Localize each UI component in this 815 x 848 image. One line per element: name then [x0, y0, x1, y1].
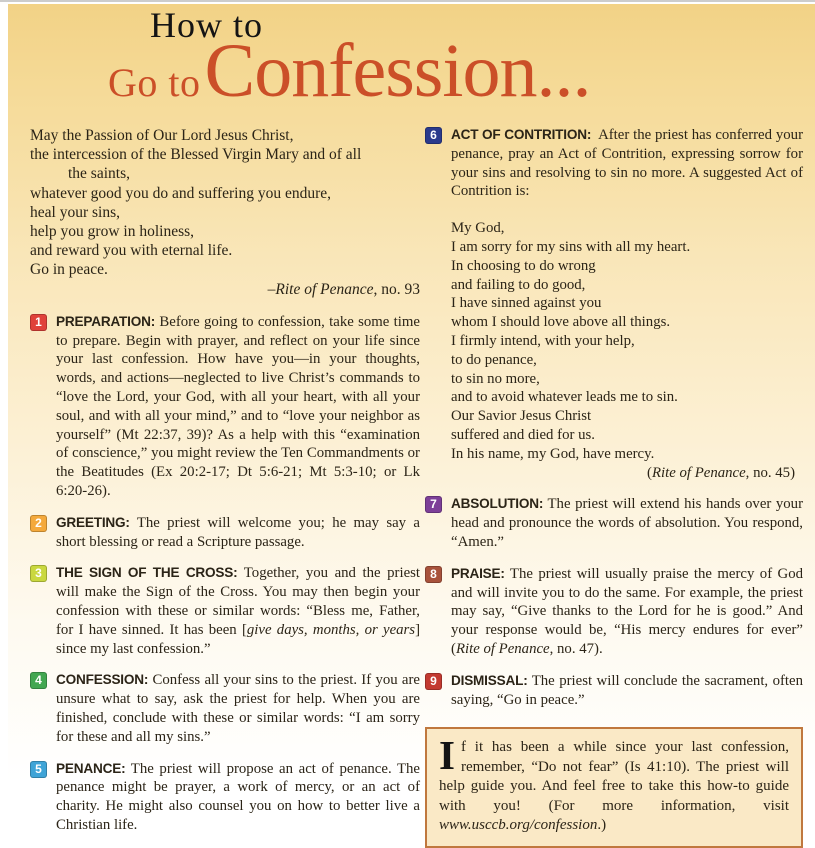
prayer-line: Our Savior Jesus Christ [451, 408, 592, 425]
pamphlet-page [8, 4, 815, 841]
note-text: .) [597, 816, 607, 833]
note-url: www.usccb.org/confession [439, 816, 598, 833]
step-number-badge: 3 [30, 565, 47, 582]
verse-attribution [30, 280, 420, 299]
verse-line: and reward you with eternal life. [30, 242, 233, 260]
title-go-to: Go to [108, 60, 201, 105]
step-number-badge: 6 [425, 127, 442, 144]
prayer-line: In choosing to do wrong [451, 257, 596, 274]
step-number-badge: 1 [30, 314, 47, 331]
prayer-line: and failing to do good, [451, 276, 586, 293]
page-top-border [0, 0, 815, 2]
step-paragraph: The priest will conclude the sacrament, often saying, “Go in peace.” [451, 672, 803, 708]
step-number-badge: 5 [30, 761, 47, 778]
note-text: f it has been a while since your last confession, remember, “Do not fear” (Is 41:10). The priest will help guide you. And feel free to take this how-to guide with you! (For more information, visit [439, 739, 789, 814]
prayer-line: whom I should love above all things. [451, 314, 671, 331]
step-paragraph: The priest will propose an act of penance. The penance might be prayer, a work of mercy, or an act of charity. He might also counsel you on how to better live a Christian life. [56, 760, 421, 833]
verse-line: heal your sins, [30, 203, 120, 221]
step-paragraph: Confess all your sins to the priest. If you are unsure what to say, ask the priest for help. When you are finished, conclude with these or similar words: “I am sorry for these and all my sins.” [56, 672, 420, 745]
prayer-line: to do penance, [451, 351, 537, 368]
step-item-2 [30, 514, 420, 552]
step-heading: DISMISSAL: [451, 672, 528, 688]
step-paragraph: After the priest has conferred your penance, pray an Act of Contrition, expressing sorrow for your sins and resolving to sin no more. A suggested Act of Contrition is: [451, 127, 803, 200]
step-heading: PENANCE: [56, 760, 126, 776]
step-paragraph-italic: give days, months, or years [246, 621, 416, 638]
step-item-1 [30, 313, 420, 501]
title-confession: Confession... [204, 29, 591, 113]
prayer-line: I have sinned against you [451, 295, 602, 312]
step-heading: GREETING: [56, 514, 130, 530]
step-item-9 [425, 672, 803, 710]
attribution-source: Rite of Penance [651, 464, 746, 481]
step-heading: ABSOLUTION: [451, 496, 544, 512]
act-of-contrition-prayer [451, 219, 803, 463]
step-item-8 [425, 565, 803, 659]
verse-line: whatever good you do and suffering you endure, [30, 184, 332, 202]
verse-line: help you grow in holiness, [30, 223, 195, 241]
step-number-badge: 2 [30, 515, 47, 532]
verse-line: May the Passion of Our Lord Jesus Christ, [30, 127, 294, 144]
prayer-line: suffered and died for us. [451, 426, 595, 443]
step-paragraph: The priest will welcome you; he may say a short blessing or read a Scripture passage. [56, 514, 420, 550]
step-body [56, 671, 420, 746]
two-column-layout [8, 4, 815, 848]
step-body [56, 564, 420, 658]
attribution-paren: ( [647, 464, 652, 481]
step-body [56, 514, 420, 552]
step-paragraph: The priest will extend his hands over your head and pronounce the words of absolution. You respond, “Amen.” [451, 496, 804, 550]
step-item-4 [30, 671, 420, 746]
step-number-badge: 8 [425, 566, 442, 583]
attribution-number: , no. 45) [745, 464, 795, 481]
step-item-7 [425, 495, 803, 551]
prayer-line: I am sorry for my sins with all my heart. [451, 238, 691, 255]
prayer-line: to sin no more, [451, 370, 540, 387]
left-column [30, 126, 420, 848]
step-body [451, 672, 803, 710]
step-item-6 [425, 126, 803, 482]
step-number-badge: 4 [30, 672, 47, 689]
step-item-3 [30, 564, 420, 658]
step-body [56, 760, 420, 835]
attribution-source: Rite of Penance [275, 280, 374, 298]
step-heading: ACT OF CONTRITION: [451, 127, 592, 142]
step-number-badge: 9 [425, 673, 442, 690]
step-item-5 [30, 760, 420, 835]
step-body [451, 495, 803, 551]
step-body [56, 313, 420, 501]
prayer-line: and to avoid whatever leads me to sin. [451, 389, 678, 406]
step-heading: PRAISE: [451, 565, 505, 581]
step-paragraph: The priest will usually praise the mercy of God and will invite you to do the same. For example, the priest may say, “Give thanks to the Lord for he is good.” And your response would be, “His mercy endures for ever” ( [451, 565, 804, 657]
step-heading: PREPARATION: [56, 313, 156, 329]
prayer-line: I firmly intend, with your help, [451, 332, 635, 349]
prayer-line: In his name, my God, have mercy. [451, 445, 655, 462]
step-body [451, 126, 803, 482]
step-paragraph: Together, you and the priest will make the Sign of the Cross. You may then begin your confession with these or similar words: “Bless me, Father, for I have sinned. It has been [ [56, 565, 421, 638]
step-paragraph: Before going to confession, take some time to prepare. Begin with prayer, and reflect on your life since your last confession. How have you—in your thoughts, words, and actions—neglected to live Christ’s commands to “love the Lord, your God, with all your heart, with all your soul, and with all your mind,” and to “love your neighbor as yourself” (Mt 22:37, 39)? As a help with this “examination of conscience,” you might review the Ten Commandments or the Beatitudes (Ex 20:2-17; Dt 5:6-21; Mt 5:3-10; or Lk 6:20-26). [56, 313, 420, 499]
step-paragraph: , no. 47). [549, 640, 603, 657]
page-title-line1: How to [150, 5, 263, 45]
opening-verse [30, 126, 420, 299]
page-title-line2 [108, 28, 591, 115]
step-number-badge: 7 [425, 496, 442, 513]
right-column [425, 126, 803, 848]
note-box [425, 727, 803, 848]
verse-line: the saints, [68, 165, 130, 183]
prayer-attribution [451, 464, 803, 483]
step-body [451, 565, 803, 659]
step-paragraph-italic: Rite of Penance [455, 640, 550, 657]
attribution-number: , no. 93 [373, 280, 420, 298]
step-heading: CONFESSION: [56, 672, 149, 688]
prayer-line: My God, [451, 220, 505, 237]
verse-line: the intercession of the Blessed Virgin Mary and of all [30, 146, 362, 164]
step-paragraph: ] since my last confession.” [56, 621, 420, 657]
verse-line: Go in peace. [30, 261, 108, 279]
drop-cap: I [439, 732, 455, 779]
attribution-dash: – [267, 280, 276, 298]
step-heading: THE SIGN OF THE CROSS: [56, 565, 238, 581]
